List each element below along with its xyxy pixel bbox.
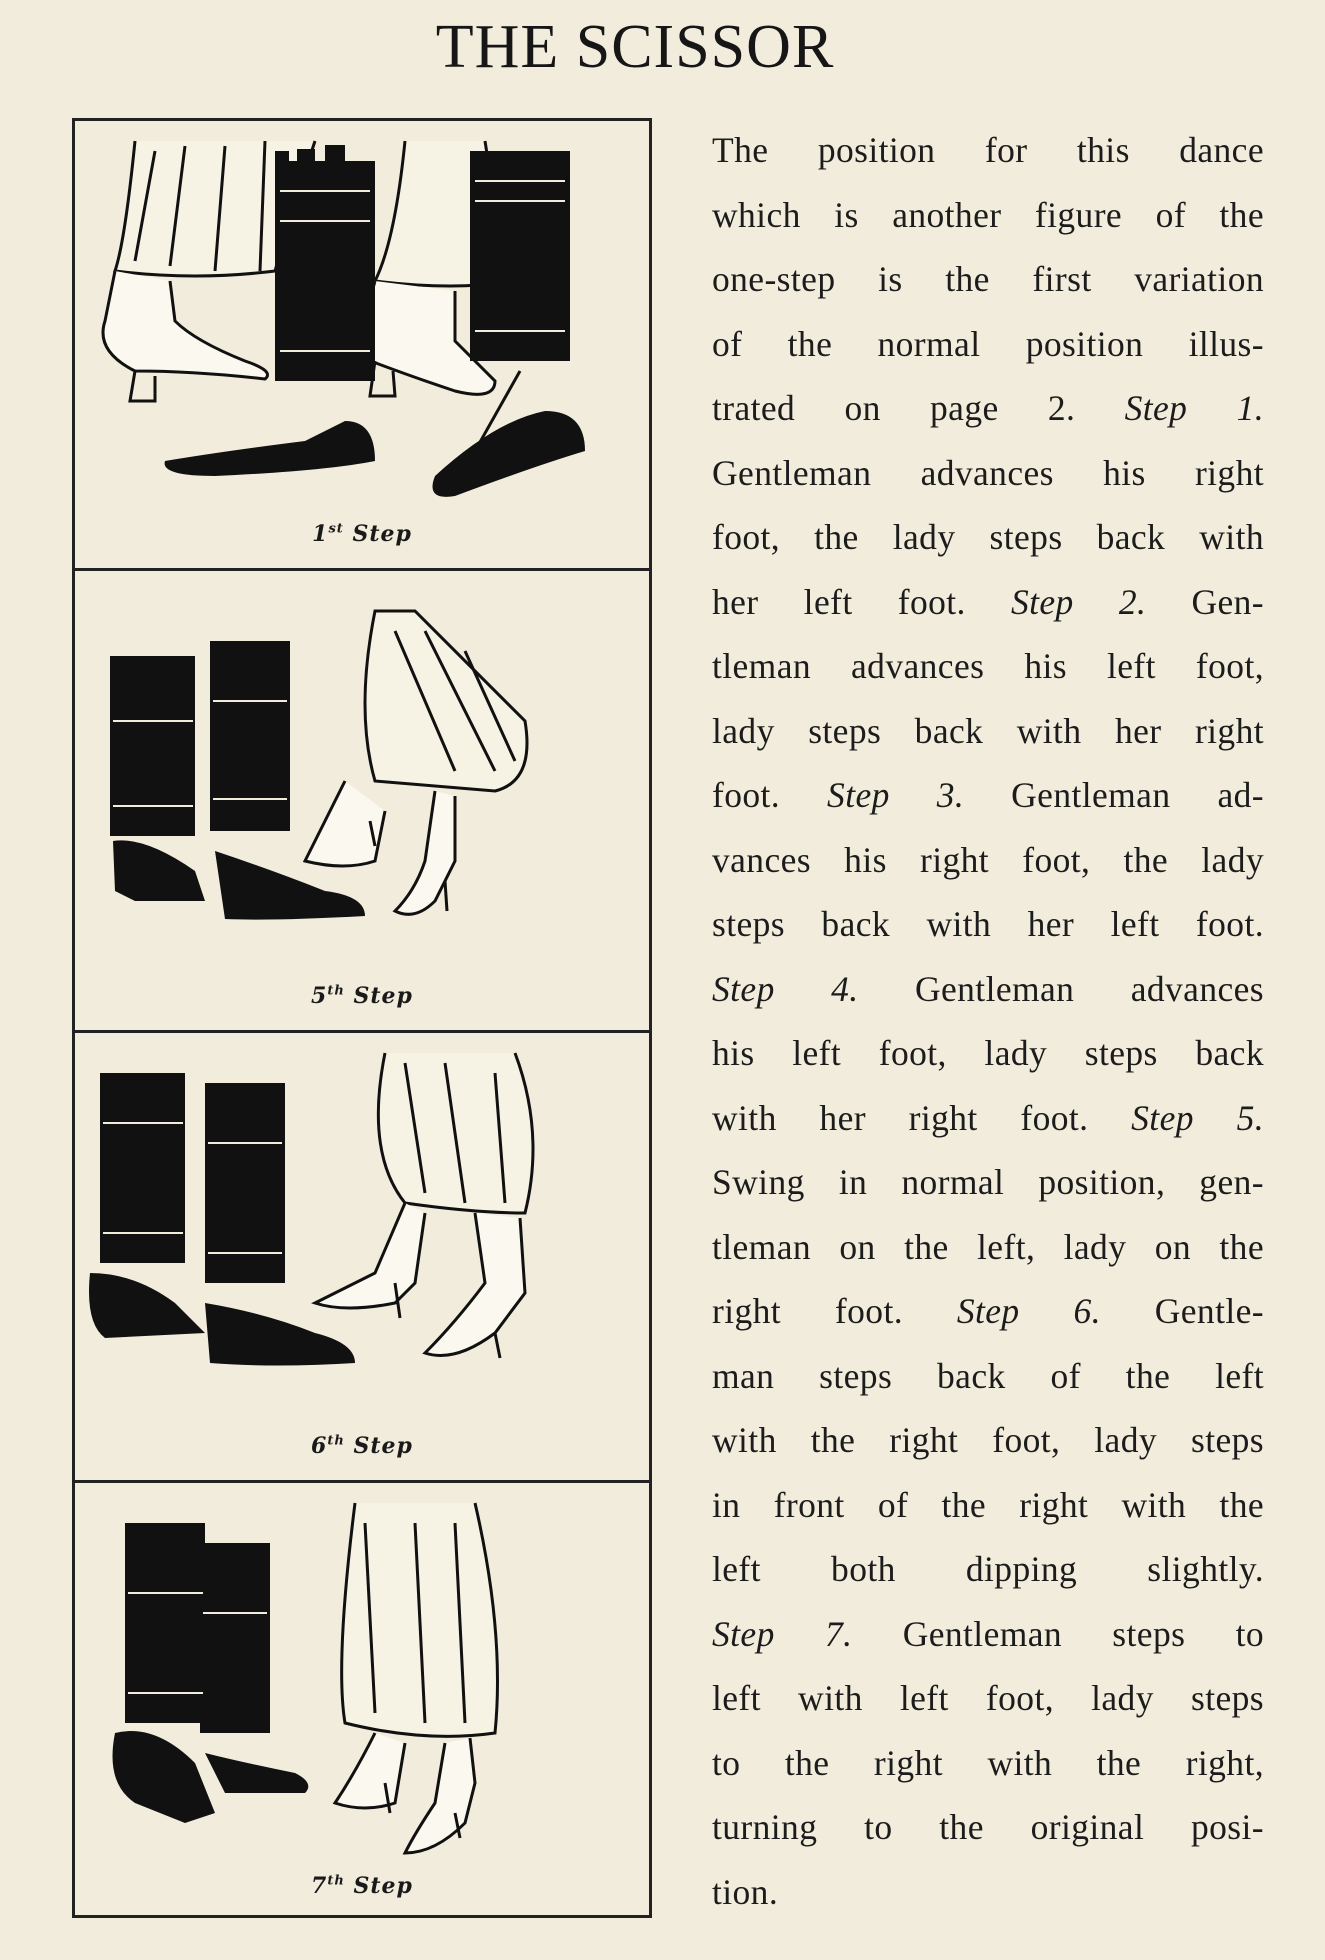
illustration-plate: [72, 118, 652, 1918]
body-line: one-step is the first variation: [712, 259, 1264, 299]
feet-illustration-step-7: [75, 1483, 649, 1915]
body-line: lady steps back with her right: [712, 710, 1264, 751]
body-line: right foot. Step 6. Gentle-: [712, 1291, 1264, 1331]
body-line: to the right with the right,: [712, 1742, 1264, 1783]
panel-step-1: [75, 121, 649, 571]
body-line: Gentleman advances his right: [712, 452, 1264, 493]
body-line: steps back with her left foot.: [712, 904, 1264, 944]
feet-illustration-step-5: [75, 571, 649, 1033]
body-line: left with left foot, lady steps: [712, 1678, 1264, 1718]
body-line: tleman advances his left foot,: [712, 646, 1264, 686]
body-line: her left foot. Step 2. Gen-: [712, 581, 1265, 622]
step-label: Step 2.: [1010, 581, 1147, 622]
step-label: Step 4.: [712, 968, 859, 1009]
body-line: tleman on the left, lady on the: [712, 1226, 1264, 1267]
body-line: in front of the right with the: [712, 1484, 1264, 1525]
feet-illustration-step-1: [75, 121, 649, 571]
body-line: his left foot, lady steps back: [712, 1033, 1264, 1073]
body-line: man steps back of the left: [712, 1355, 1264, 1396]
page-title: THE SCISSOR: [435, 13, 835, 81]
body-line: tion.: [712, 1871, 779, 1912]
feet-illustration-step-6: [75, 1033, 649, 1483]
caption-step-6: 6th Step: [311, 1433, 413, 1459]
step-label: Step 6.: [956, 1291, 1101, 1331]
body-line: vances his right foot, the lady: [712, 839, 1264, 880]
body-text: [712, 118, 1264, 1924]
panel-step-6: [75, 1033, 649, 1483]
body-line: foot. Step 3. Gentleman ad-: [712, 775, 1264, 815]
caption-step-5: 5th Step: [311, 983, 413, 1009]
body-line: with the right foot, lady steps: [712, 1420, 1264, 1460]
body-line: Step 7. Gentleman steps to: [712, 1613, 1264, 1654]
caption-step-1: 1st Step: [312, 521, 412, 547]
body-line: trated on page 2. Step 1.: [712, 388, 1264, 428]
step-label: Step 5.: [1131, 1097, 1265, 1138]
body-line: The position for this dance: [712, 130, 1264, 170]
body-line: turning to the original posi-: [712, 1807, 1264, 1847]
body-line: with her right foot. Step 5.: [712, 1097, 1265, 1138]
panel-step-5: [75, 571, 649, 1033]
caption-step-7: 7th Step: [311, 1873, 413, 1899]
body-line: left both dipping slightly.: [712, 1549, 1264, 1589]
step-label: Step 1.: [1124, 388, 1264, 428]
panel-step-7: [75, 1483, 649, 1915]
step-label: Step 3.: [827, 775, 965, 815]
body-line: Step 4. Gentleman advances: [712, 968, 1265, 1009]
body-line: foot, the lady steps back with: [712, 517, 1264, 557]
body-line: which is another figure of the: [712, 194, 1264, 235]
body-line: of the normal position illus-: [712, 323, 1264, 364]
body-line: Swing in normal position, gen-: [712, 1162, 1264, 1202]
step-label: Step 7.: [712, 1613, 853, 1654]
